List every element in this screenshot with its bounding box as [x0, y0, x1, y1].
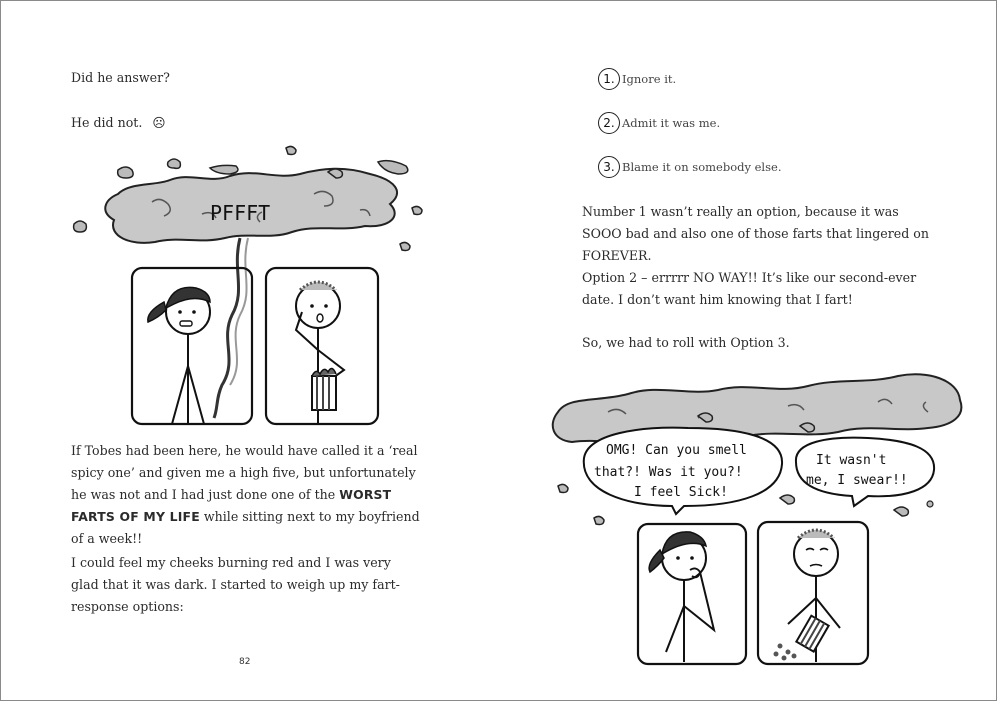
- option-3-text: Blame it on somebody else.: [622, 160, 782, 174]
- bubble-right-line-2: me, I swear!!: [806, 473, 908, 488]
- paragraph-tobes-part1: If Tobes had been here, he would have called it a ‘real spicy one’ and given me a high five, but unfortunately he was not and I had just done one of the: [71, 443, 418, 502]
- paragraph-tobes: [71, 440, 431, 550]
- bubble-left-line-2: that?! Was it you?!: [594, 465, 743, 480]
- sad-face-icon: ☹: [152, 115, 166, 130]
- option-2: [598, 112, 720, 134]
- option-3-number: 3.: [598, 156, 620, 178]
- option-1: [598, 68, 676, 90]
- bubble-left-line-1: OMG! Can you smell: [606, 443, 747, 458]
- option-1-text: Ignore it.: [622, 72, 677, 86]
- paragraph-number-1: Number 1 wasn’t really an option, because it was SOOO bad and also one of those farts that lingered on FOREVER.: [582, 204, 929, 263]
- option-2-text: Admit it was me.: [622, 116, 721, 130]
- worst-farts-emphasis: WORST FARTS OF MY LIFE: [71, 487, 392, 524]
- illustration-fart-cloud-in-cinema: [60, 140, 440, 425]
- page-number: 82: [239, 657, 251, 667]
- pffft-text: PFFFT: [210, 201, 271, 225]
- option-2-number: 2.: [598, 112, 620, 134]
- illustration-blame-scene: [548, 362, 968, 662]
- option-1-number: 1.: [598, 68, 620, 90]
- long-fart-cloud: [553, 374, 962, 442]
- right-page: [498, 0, 997, 701]
- speech-bubble-right: [796, 438, 934, 506]
- bubble-right-line-1: It wasn't: [816, 453, 887, 468]
- bubble-left-line-3: I feel Sick!: [634, 485, 728, 500]
- paragraph-option-3: So, we had to roll with Option 3.: [582, 335, 790, 350]
- paragraph-option-2: Option 2 – errrrr NO WAY!! It’s like our second-ever date. I don’t want him knowing that I fart!: [582, 270, 917, 307]
- paragraph-did-he-answer: Did he answer?: [71, 70, 170, 85]
- paragraph-cheeks-burning: I could feel my cheeks burning red and I was very glad that it was dark. I started to weigh up my fart-response options:: [71, 555, 400, 614]
- he-did-not-text: He did not.: [71, 115, 143, 130]
- paragraph-tobes-part2: while sitting next to my boyfriend of a week!!: [71, 509, 420, 546]
- paragraph-he-did-not: [71, 112, 166, 134]
- option-3: [598, 156, 781, 178]
- left-page: [0, 0, 498, 701]
